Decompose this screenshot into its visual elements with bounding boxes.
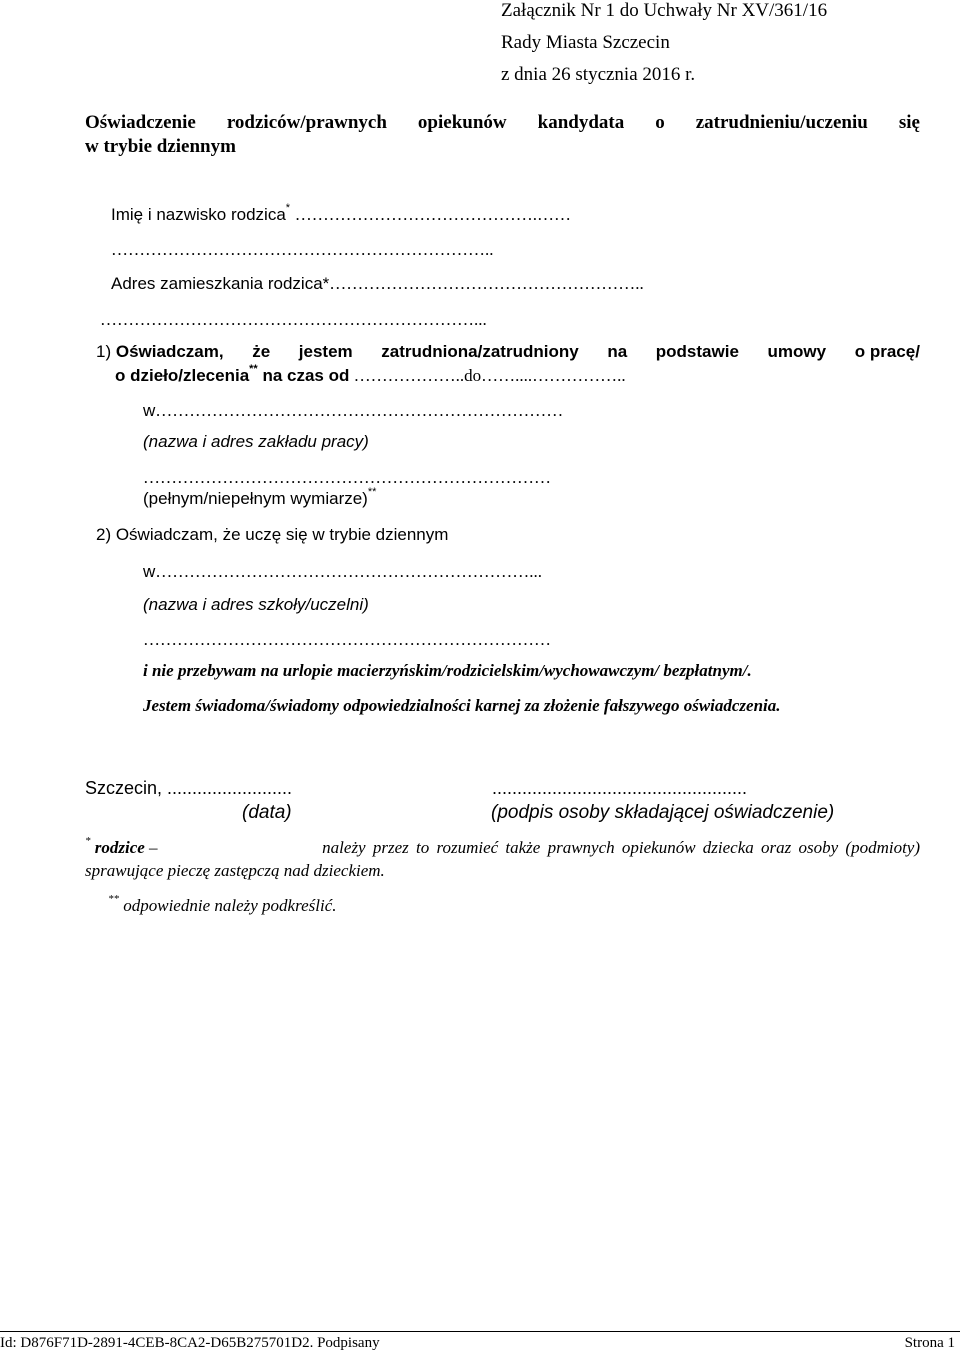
date-line: z dnia 26 stycznia 2016 r. [501, 64, 696, 85]
contract-period-line [115, 363, 626, 386]
statement-word: 1) Oświadczam, [96, 342, 224, 361]
period-label: na czas od [257, 366, 350, 385]
document-id: Id: D876F71D-2891-4CEB-8CA2-D65B275701D2. Podpisany [0, 1335, 380, 1351]
statement-word: że [252, 342, 271, 361]
school-dots: …………………………………………………………... [155, 562, 543, 581]
footnote-1-line2: sprawujące pieczę zastępczą nad dzieckiem. [85, 861, 385, 880]
footer-divider [0, 1331, 960, 1332]
workplace-caption: (nazwa i adres zakładu pracy) [143, 432, 369, 451]
title-word: zatrudnieniu/uczeniu [695, 112, 868, 133]
parent-name-dots: …………………………………….…… [294, 205, 572, 224]
leave-statement: i nie przebywam na urlopie macierzyńskim/rodzicielskim/wychowawczym/ bezpłatnym/. [143, 661, 752, 680]
workplace-line [143, 401, 563, 421]
footnote-1-text: należy przez to rozumieć także prawnych opiekunów dziecka oraz osoby (podmioty) [322, 838, 920, 857]
footnote-mark: ** [367, 486, 377, 498]
document-title-line2: w trybie dziennym [85, 136, 236, 157]
parent-address-dots-line2: …………………………………………………………... [100, 310, 487, 329]
school-dots-line2: ……………………………………………………………… [143, 630, 551, 649]
statement-word: na [607, 342, 628, 361]
footnote-mark: * [285, 202, 291, 214]
footnote-mark: ** [249, 363, 258, 375]
annex-line: Załącznik Nr 1 do Uchwały Nr XV/361/16 [501, 0, 828, 21]
parent-address-field [111, 274, 644, 294]
school-line [143, 562, 542, 582]
w-prefix: w [143, 401, 156, 420]
title-word: o [655, 112, 665, 133]
statement-word: podstawie [655, 342, 739, 361]
date-caption: (data) [242, 802, 292, 823]
title-word: opiekunów [417, 112, 507, 133]
workplace-dots: ……………………………………………………………… [155, 401, 564, 420]
title-word: się [898, 112, 920, 133]
parent-name-dots-line2: ………………………………………………………….. [111, 240, 494, 259]
footnote-1: * rodzice – należy przez to rozumieć także prawnych opiekunów dziecka oraz osoby (podmioty) [85, 835, 920, 857]
parent-address-dots: ……………………………………………….. [329, 274, 644, 293]
footnote-2: ** odpowiednie należy podkreślić. [108, 893, 337, 915]
council-line: Rady Miasta Szczecin [501, 32, 670, 53]
title-word: kandydata [537, 112, 625, 133]
title-word: Oświadczenie [85, 112, 196, 133]
time-caption: (pełnym/niepełnym wymiarze)** [143, 486, 377, 508]
employment-statement [96, 342, 920, 362]
school-caption: (nazwa i adres szkoły/uczelni) [143, 595, 369, 614]
liability-statement: Jestem świadoma/świadomy odpowiedzialności karnej za złożenie fałszywego oświadczenia. [143, 696, 781, 715]
signature-dots: ................................................... [492, 778, 748, 798]
contract-type-label: o dzieło/zlecenia [115, 366, 250, 385]
statement-word: o pracę/ [854, 342, 920, 361]
workplace-dots-line2: ……………………………………………………………… [143, 468, 551, 487]
parent-name-label: Imię i nazwisko rodzica [111, 205, 286, 224]
document-title [85, 112, 920, 134]
place-date-field: Szczecin, ......................... [85, 778, 293, 798]
statement-word: zatrudniona/zatrudniony [381, 342, 579, 361]
signature-caption: (podpis osoby składającej oświadczenie) [491, 802, 835, 823]
period-dates-dots: ………………..do……....…………….. [349, 366, 626, 385]
parent-address-label: Adres zamieszkania rodzica* [111, 274, 330, 293]
w-prefix: w [143, 562, 156, 581]
statement-word: jestem [298, 342, 353, 361]
study-statement: 2) Oświadczam, że uczę się w trybie dziennym [96, 525, 449, 544]
page-number: Strona 1 [904, 1335, 955, 1351]
title-word: rodziców/prawnych [226, 112, 387, 133]
statement-word: umowy [767, 342, 827, 361]
parent-name-field [111, 202, 572, 225]
